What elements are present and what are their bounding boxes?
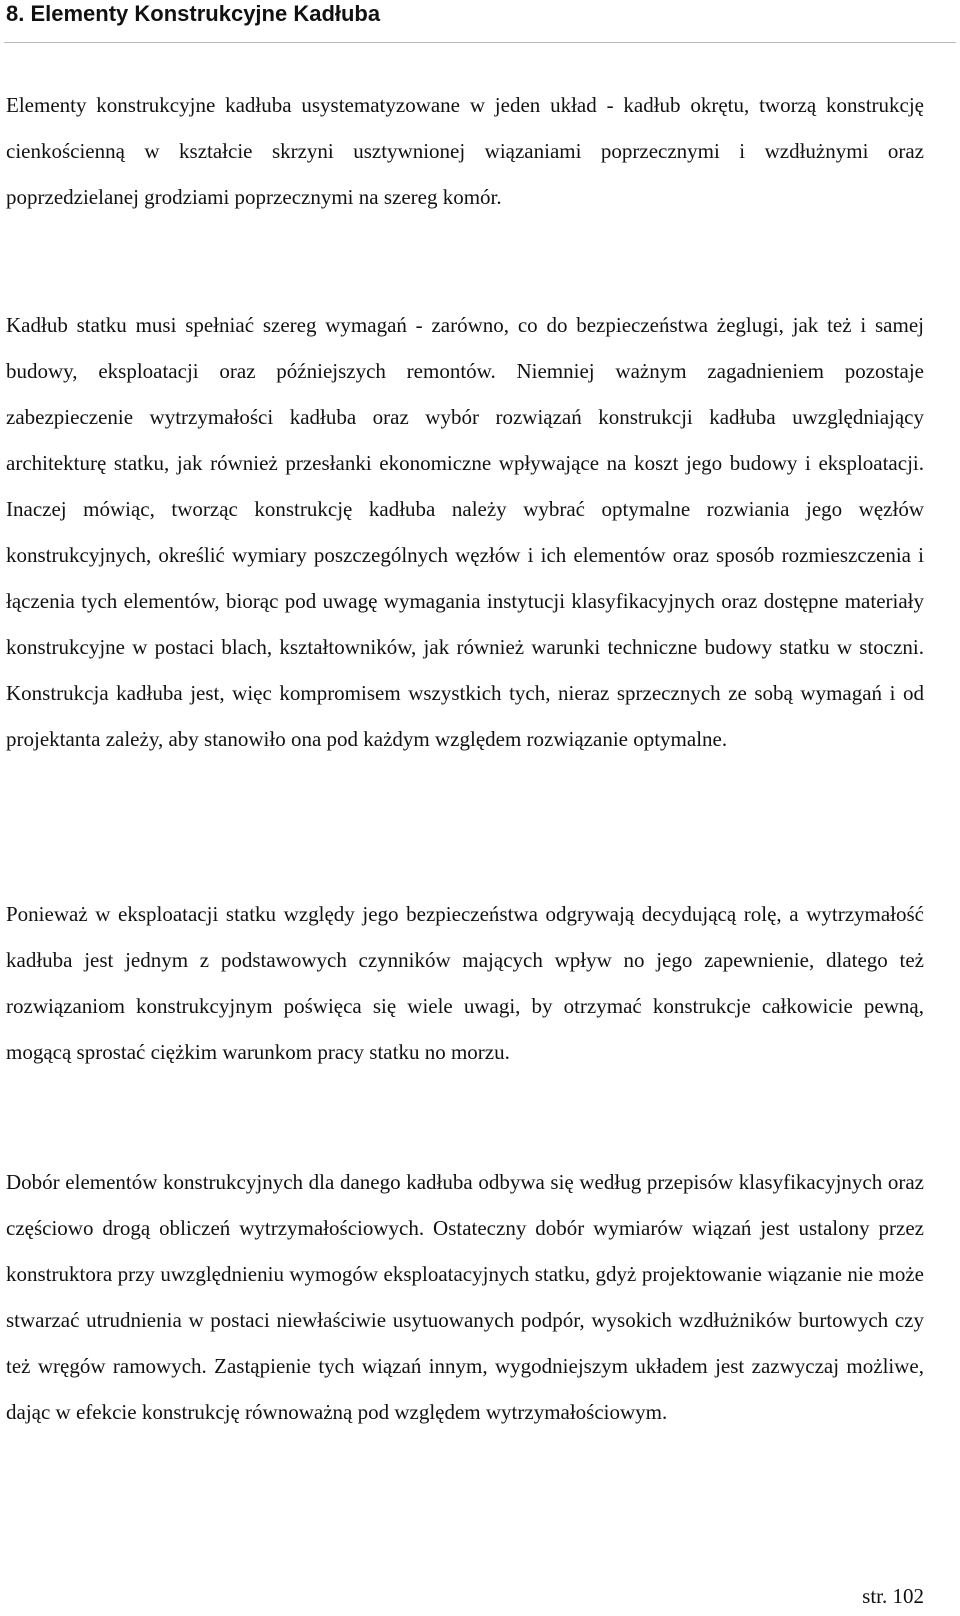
paragraph-1: Elementy konstrukcyjne kadłuba usystematyzowane w jeden układ - kadłub okrętu, tworzą konstrukcję cienkościenną w kształcie skrzyni usztywnionej wiązaniami poprzecznymi i wzdłużnymi oraz poprzedzielanej grodziami poprzecznymi na szereg komór. <box>6 93 924 209</box>
paragraph-2: Kadłub statku musi spełniać szereg wymagań - zarówno, co do bezpieczeństwa żeglugi, jak też i samej budowy, eksploatacji oraz późniejszych remontów. Niemniej ważnym zagadnieniem pozostaje zabezpieczenie wytrzymałości kadłuba oraz wybór rozwiązań konstrukcji kadłuba uwzględniający architekturę statku, jak również przesłanki ekonomiczne wpływające na koszt jego budowy i eksploatacji. Inaczej mówiąc, tworząc konstrukcję kadłuba należy wybrać optymalne rozwiania jego węzłów konstrukcyjnych, określić wymiary poszczególnych węzłów i ich elementów oraz sposób rozmieszczenia i łączenia tych elementów, biorąc pod uwagę wymagania instytucji klasyfikacyjnych oraz dostępne materiały konstrukcyjne w postaci blach, kształtowników, jak również warunki techniczne budowy statku w stoczni. Konstrukcja kadłuba jest, więc kompromisem wszystkich tych, nieraz sprzecznych ze sobą wymagań i od projektanta zależy, aby stanowiło ona pod każdym względem rozwiązanie optymalne. <box>6 313 924 751</box>
page-number: str. 102 <box>862 1584 924 1608</box>
paragraph-4: Dobór elementów konstrukcyjnych dla danego kadłuba odbywa się według przepisów klasyfikacyjnych oraz częściowo drogą obliczeń wytrzymałościowych. Ostateczny dobór wymiarów wiązań jest ustalony przez konstruktora przy uwzględnieniu wymogów eksploatacyjnych statku, gdyż projektowanie wiązanie nie może stwarzać utrudnienia w postaci niewłaściwie usytuowanych podpór, wysokich wzdłużników burtowych czy też wręgów ramowych. Zastąpienie tych wiązań innym, wygodniejszym układem jest zazwyczaj możliwe, dając w efekcie konstrukcję równoważną pod względem wytrzymałościowym. <box>6 1170 924 1424</box>
paragraph-3: Ponieważ w eksploatacji statku względy jego bezpieczeństwa odgrywają decydującą rolę, a wytrzymałość kadłuba jest jednym z podstawowych czynników mających wpływ no jego zapewnienie, dlatego też rozwiązaniom konstrukcyjnym poświęca się wiele uwagi, by otrzymać konstrukcje całkowicie pewną, mogącą sprostać ciężkim warunkom pracy statku no morzu. <box>6 902 924 1064</box>
heading-divider <box>4 42 956 43</box>
section-heading: 8. Elementy Konstrukcyjne Kadłuba <box>6 1 381 26</box>
